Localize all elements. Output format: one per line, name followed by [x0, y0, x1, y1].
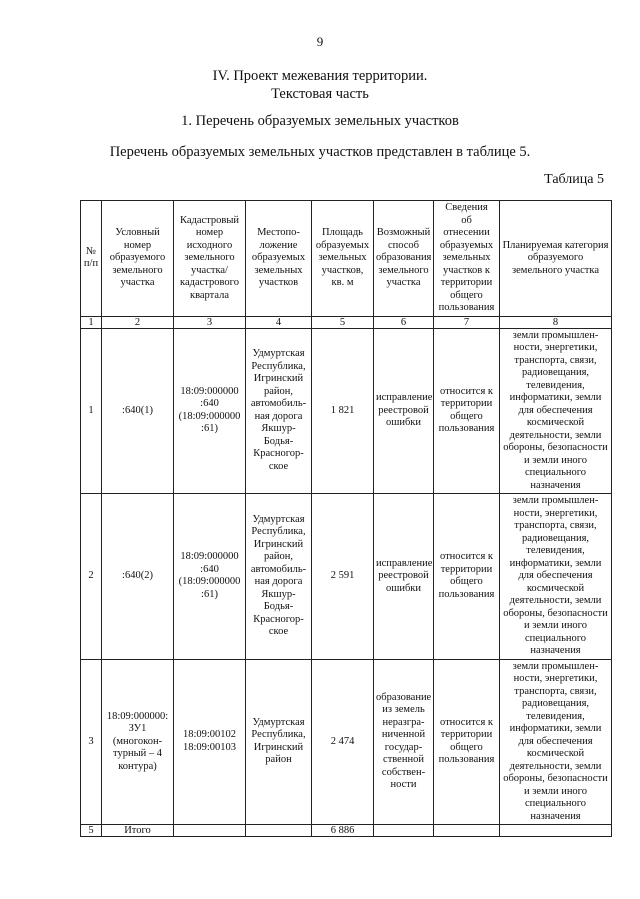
table-caption: Таблица 5	[544, 172, 604, 187]
table-row	[81, 659, 612, 825]
land-plots-table	[80, 200, 612, 837]
plot-id: :640(2)	[102, 494, 174, 660]
column-number-row	[81, 316, 612, 328]
row-num: 3	[81, 659, 102, 825]
plot-location: Удмуртская Республика, Игринский район, автомобиль- ная дорога Якшур- Бодья- Красногор- ское	[246, 494, 312, 660]
header-location: Местопо- ложение образуемых земельных участков	[246, 201, 312, 317]
plot-id: 18:09:000000: ЗУ1 (многокон- турный – 4 контура)	[102, 659, 174, 825]
header-num: № п/п	[81, 201, 102, 317]
empty-cell	[174, 825, 246, 837]
public-use-status: относится к территории общего пользования	[434, 659, 500, 825]
land-category: земли промышлен- ности, энергетики, транспорта, связи, радиовещания, телевидения, информатики, земли для обеспечения космической деятельности, земли обороны, безопасности и земли иного специального назначения	[500, 659, 612, 825]
intro-text: Перечень образуемых земельных участков представлен в таблице 5.	[109, 144, 531, 160]
land-category: земли промышлен- ности, энергетики, транспорта, связи, радиовещания, телевидения, информатики, земли для обеспечения космической деятельности, земли обороны, безопасности и земли иного специального назначения	[500, 328, 612, 494]
column-number: 6	[374, 316, 434, 328]
column-number: 2	[102, 316, 174, 328]
column-number: 8	[500, 316, 612, 328]
land-category: земли промышлен- ности, энергетики, транспорта, связи, радиовещания, телевидения, информатики, земли для обеспечения космической деятельности, земли обороны, безопасности и земли иного специального назначения	[500, 494, 612, 660]
public-use-status: относится к территории общего пользования	[434, 494, 500, 660]
formation-method: образование из земель неразгра- ниченной государ- ственной собствен- ности	[374, 659, 434, 825]
column-number: 7	[434, 316, 500, 328]
public-use-status: относится к территории общего пользования	[434, 328, 500, 494]
cadastral-number: 18:09:000000 :640 (18:09:000000 :61)	[174, 328, 246, 494]
total-num: 5	[81, 825, 102, 837]
header-plot-id: Условный номер образуемого земельного участка	[102, 201, 174, 317]
total-area: 6 886	[312, 825, 374, 837]
subsection-title: Текстовая часть	[271, 86, 369, 102]
plot-id: :640(1)	[102, 328, 174, 494]
header-category: Планируемая категория образуемого земельного участка	[500, 201, 612, 317]
plot-area: 1 821	[312, 328, 374, 494]
plot-location: Удмуртская Республика, Игринский район	[246, 659, 312, 825]
section-title: IV. Проект межевания территории.	[212, 68, 428, 84]
cadastral-number: 18:09:00102 18:09:00103	[174, 659, 246, 825]
plot-area: 2 591	[312, 494, 374, 660]
table-row	[81, 494, 612, 660]
cadastral-number: 18:09:000000 :640 (18:09:000000 :61)	[174, 494, 246, 660]
empty-cell	[500, 825, 612, 837]
column-number: 1	[81, 316, 102, 328]
column-number: 5	[312, 316, 374, 328]
plot-location: Удмуртская Республика, Игринский район, автомобиль- ная дорога Якшур- Бодья- Красногор- ское	[246, 328, 312, 494]
table-row	[81, 328, 612, 494]
page-number: 9	[316, 34, 324, 49]
total-row	[81, 825, 612, 837]
empty-cell	[246, 825, 312, 837]
total-label: Итого	[102, 825, 174, 837]
header-area: Площадь образуемых земельных участков, кв. м	[312, 201, 374, 317]
formation-method: исправление реестровой ошибки	[374, 494, 434, 660]
header-method: Возможный способ образования земельного участка	[374, 201, 434, 317]
table-header-row	[81, 201, 612, 317]
empty-cell	[374, 825, 434, 837]
empty-cell	[434, 825, 500, 837]
column-number: 3	[174, 316, 246, 328]
header-cadastral: Кадастровый номер исходного земельного участка/ кадастрового квартала	[174, 201, 246, 317]
row-num: 2	[81, 494, 102, 660]
formation-method: исправление реестровой ошибки	[374, 328, 434, 494]
header-public: Сведения об отнесении образуемых земельных участков к территории общего пользования	[434, 201, 500, 317]
item-title: 1. Перечень образуемых земельных участков	[181, 113, 459, 129]
column-number: 4	[246, 316, 312, 328]
row-num: 1	[81, 328, 102, 494]
plot-area: 2 474	[312, 659, 374, 825]
